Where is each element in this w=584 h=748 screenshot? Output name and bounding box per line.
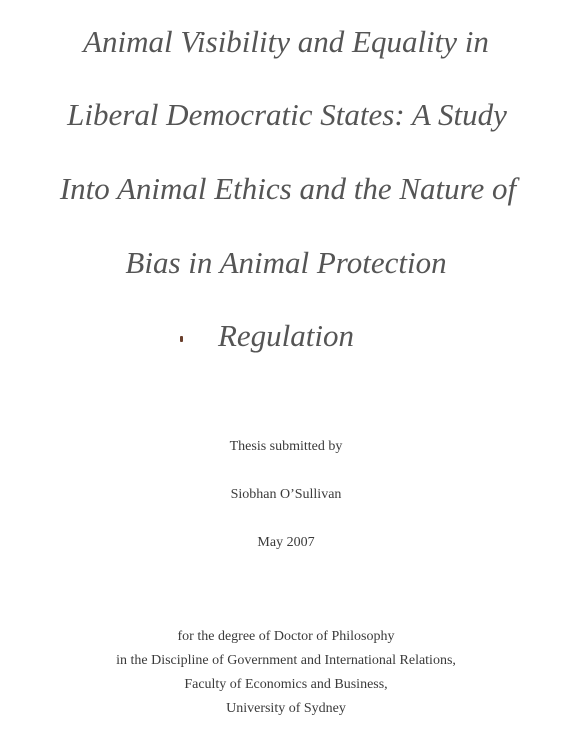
scan-speck bbox=[180, 336, 183, 342]
title-line-3: Into Animal Ethics and the Nature of bbox=[59, 171, 517, 206]
submission-date: May 2007 bbox=[257, 535, 315, 550]
submitted-by-label: Thesis submitted by bbox=[229, 439, 343, 454]
author-name: Siobhan O’Sullivan bbox=[230, 487, 342, 502]
degree-line-3: Faculty of Economics and Business, bbox=[184, 677, 388, 692]
title-line-5: Regulation bbox=[217, 318, 355, 353]
title-line-2: Liberal Democratic States: A Study bbox=[67, 97, 507, 132]
title-line-4: Bias in Animal Protection bbox=[125, 245, 447, 280]
degree-line-2: in the Discipline of Government and International Relations, bbox=[116, 653, 456, 668]
title-line-1: Animal Visibility and Equality in bbox=[83, 24, 489, 59]
degree-line-4: University of Sydney bbox=[226, 701, 346, 716]
degree-line-1: for the degree of Doctor of Philosophy bbox=[177, 629, 395, 644]
